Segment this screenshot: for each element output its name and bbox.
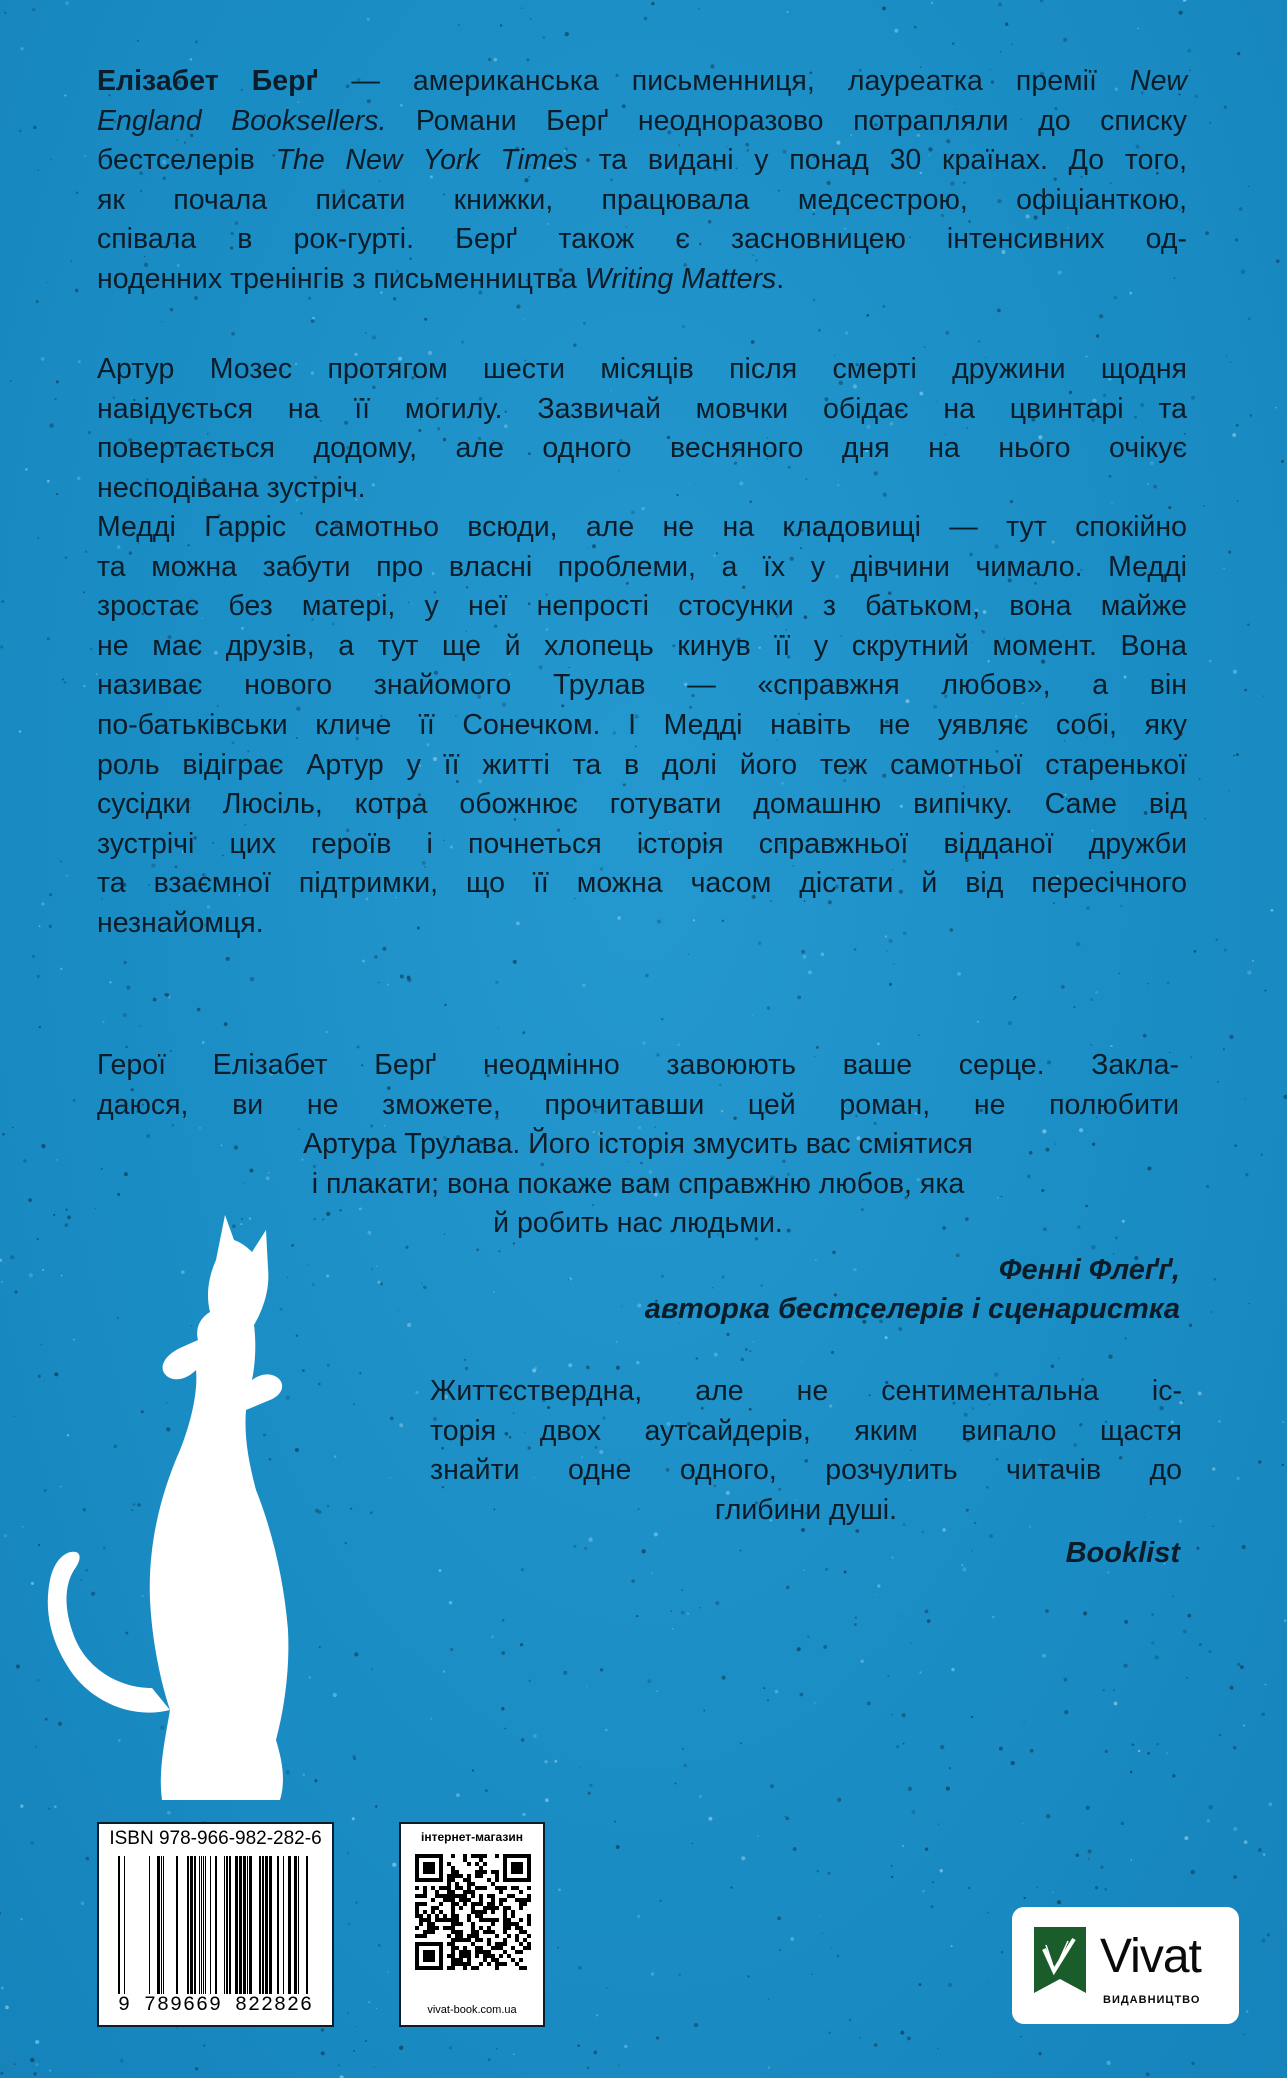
publisher-logo: [1012, 1907, 1239, 2024]
description-line: незнайомця.: [97, 906, 264, 939]
qr-website-url: vivat-book.com.ua: [427, 2004, 517, 2016]
bio-line: як почала писати книжки, працювала медсестрою, офіціанткою,: [97, 183, 1187, 216]
qr-code-graphic[interactable]: [415, 1854, 531, 1970]
bio-line: England Booksellers. Романи Берґ неодноразово потрапляли до списку: [97, 104, 1187, 137]
isbn-number: ISBN 978-966-982-282-6: [109, 1828, 322, 1849]
description-line: повертається додому, але одного весняного дня на нього очікує: [97, 432, 1187, 465]
quote-line: даюся, ви не зможете, прочитавши цей роман, не полюбити: [97, 1088, 1179, 1121]
review-quote-2: [430, 1372, 1182, 1530]
quote-line: Артура Трулава. Його історія змусить вас сміятися: [303, 1128, 973, 1161]
quote-line: і плакати; вона покаже вам справжню любов, яка: [311, 1167, 965, 1200]
description-line: несподівана зустріч.: [97, 471, 366, 504]
description-line: навідується на її могилу. Зазвичай мовчки обідає на цвинтарі та: [97, 392, 1187, 425]
description-line: зустрічі цих героїв і почнеться історія справжньої відданої дружби: [97, 827, 1187, 860]
quote-line: Герої Елізабет Берґ неодмінно завоюють ваше серце. Закла-: [97, 1049, 1179, 1081]
description-line: по-батьківськи кличе її Сонечком. І Медді навіть не уявляє собі, яку: [97, 708, 1187, 741]
description-line: сусідки Люсіль, котра обожнює готувати домашню випічку. Саме від: [97, 788, 1187, 821]
quote-1-author-role: авторка бестселерів і сценаристка: [644, 1293, 1180, 1325]
quote-line: Життєствердна, але не сентиментальна іс-: [430, 1375, 1182, 1407]
quote-1-author: Фенні Флеґґ,: [998, 1254, 1180, 1286]
description-paragraph-1: [97, 350, 1187, 508]
description-line: не має друзів, а тут ще й хлопець кинув її у скрутний момент. Вона: [97, 629, 1187, 662]
description-line: називає нового знайомого Трулав — «справжня любов», а він: [97, 669, 1187, 702]
quote-2-source: Booklist: [1065, 1537, 1180, 1569]
description-line: роль відіграє Артур у її житті та в долі його теж самотньої старенької: [97, 748, 1187, 781]
bio-line: ноденних тренінгів з письменництва Writing Matters.: [97, 262, 785, 295]
description-line: та взаємної підтримки, що її можна часом дістати й від пересічного: [97, 867, 1187, 900]
publisher-subtitle: ВИДАВНИЦТВО: [1103, 1994, 1201, 2006]
quote-line: й робить нас людьми.: [493, 1207, 783, 1240]
quote-line: знайти одне одного, розчулить читачів до: [430, 1454, 1182, 1487]
bio-line: Елізабет Берґ — американська письменниця, лауреатка премії New: [97, 65, 1187, 97]
description-line: Медді Гарріс самотньо всюди, але не на кладовищі — тут спокійно: [97, 511, 1187, 543]
isbn-barcode-box: [97, 1822, 334, 2027]
quote-line: глибини душі.: [714, 1493, 898, 1526]
description-line: зростає без матері, у неї непрості стосунки з батьком, вона майже: [97, 590, 1187, 623]
author-bio: [97, 62, 1187, 300]
cat-silhouette: [20, 1200, 390, 1820]
description-line: Артур Мозес протягом шести місяців після смерті дружини щодня: [97, 353, 1187, 385]
description-line: та можна забути про власні проблеми, а їх у дівчини чимало. Медді: [97, 550, 1187, 583]
description-paragraph-2: [97, 508, 1187, 944]
barcode-digits: 9 789669 822826: [117, 1994, 314, 2017]
quote-line: торія двох аутсайдерів, яким випало щастя: [430, 1414, 1182, 1447]
bio-line: бестселерів The New York Times та видані у понад 30 країнах. До того,: [97, 144, 1187, 177]
qr-store-label: інтернет-магазин: [421, 1830, 523, 1844]
barcode-graphic: [109, 1856, 324, 1994]
bio-line: співала в рок-гурті. Берґ також є засновницею інтенсивних од-: [97, 223, 1187, 256]
publisher-name: Vivat: [1100, 1930, 1201, 1983]
qr-code-box[interactable]: [399, 1822, 545, 2027]
vivat-logo-icon: [1028, 1923, 1092, 1995]
